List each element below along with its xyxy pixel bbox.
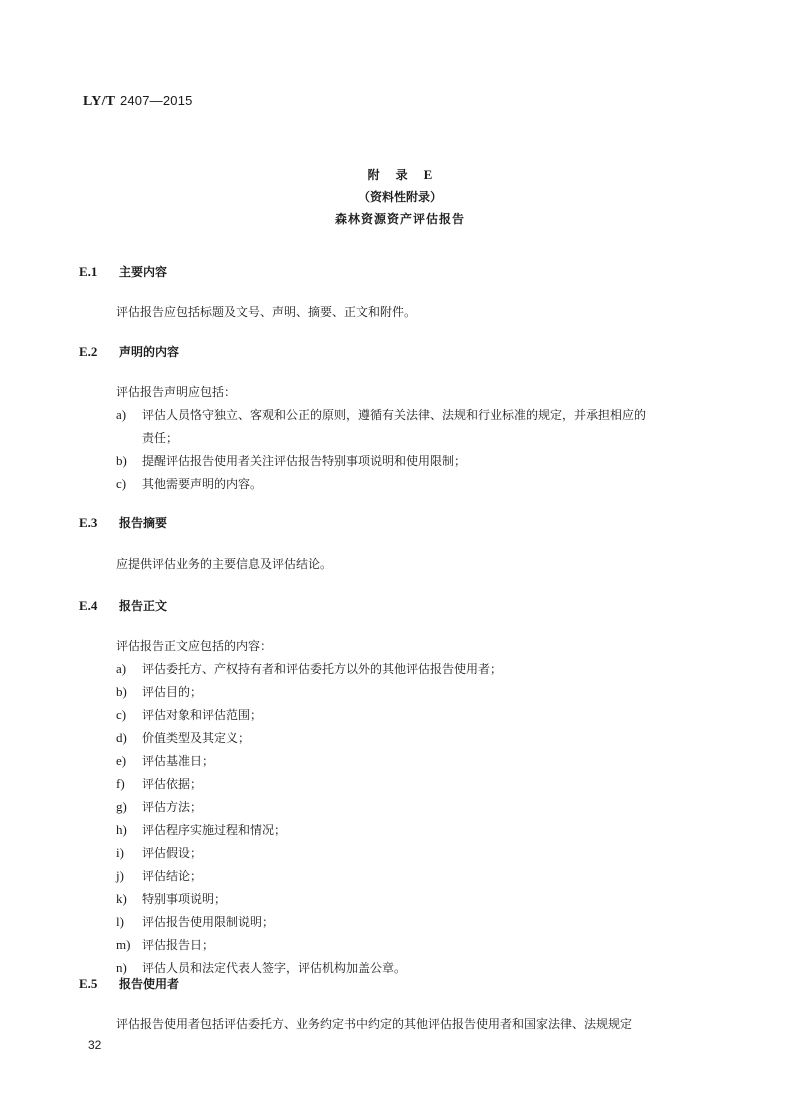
list-marker: d): [116, 730, 127, 745]
list-item: [116, 752, 214, 769]
list-item: [116, 729, 250, 746]
list-item: [116, 683, 202, 700]
section-number: E.5: [79, 976, 98, 991]
list-text: 评估方法；: [142, 800, 203, 814]
list-item: [116, 775, 202, 792]
list-text: 其他需要声明的内容。: [142, 477, 263, 491]
standard-number: 2407—2015: [119, 93, 193, 108]
appendix-label: [0, 166, 800, 183]
page-number: 32: [88, 1038, 102, 1052]
list-marker: f): [116, 776, 125, 791]
appendix-name: 森林资源资产评估报告: [334, 212, 465, 226]
list-item: [116, 475, 262, 492]
appendix-label-part: 附: [367, 168, 380, 182]
list-item-continuation: 责任；: [142, 431, 179, 445]
list-item: [116, 913, 274, 930]
list-item: [116, 452, 466, 469]
section-number: E.3: [79, 515, 98, 530]
list-marker: k): [116, 891, 127, 906]
section-e4-intro: 评估报告正文应包括的内容：: [116, 639, 273, 653]
section-heading-e4: [79, 597, 167, 614]
list-item: [116, 798, 202, 815]
list-marker: i): [116, 845, 124, 860]
section-title: 报告摘要: [119, 516, 168, 530]
list-item: [116, 844, 202, 861]
list-item: [116, 660, 502, 677]
section-number: E.2: [79, 344, 98, 359]
list-text: 提醒评估报告使用者关注评估报告特别事项说明和使用限制；: [142, 454, 467, 468]
list-text: 评估人员恪守独立、客观和公正的原则，遵循有关法律、法规和行业标准的规定，并承担相应的: [142, 408, 647, 422]
section-heading-e2: [79, 343, 179, 360]
list-text: 评估报告使用限制说明；: [142, 915, 275, 929]
list-item: [116, 936, 214, 953]
standard-prefix: LY/T: [83, 94, 116, 109]
list-item: [116, 821, 286, 838]
list-text: 评估程序实施过程和情况；: [142, 823, 287, 837]
appendix-type: （资料性附录）: [357, 190, 442, 204]
list-marker: b): [116, 453, 127, 468]
list-marker: g): [116, 799, 127, 814]
list-text: 评估结论；: [142, 869, 203, 883]
section-number: E.1: [79, 264, 98, 279]
list-text: 评估目的；: [142, 685, 203, 699]
section-number: E.4: [79, 598, 98, 613]
list-marker: m): [116, 937, 131, 952]
list-item: [116, 706, 262, 723]
list-marker: j): [116, 868, 124, 883]
section-e5-body: 评估报告使用者包括评估委托方、业务约定书中约定的其他评估报告使用者和国家法律、法规规定: [116, 1017, 633, 1031]
list-marker: c): [116, 476, 127, 491]
list-marker: h): [116, 822, 127, 837]
section-heading-e1: [79, 263, 167, 280]
list-item: [116, 867, 202, 884]
list-text: 特别事项说明；: [142, 892, 227, 906]
list-text: 评估委托方、产权持有者和评估委托方以外的其他评估报告使用者；: [142, 662, 503, 676]
list-item: [116, 959, 406, 976]
list-text: 评估报告日；: [142, 938, 215, 952]
list-item: [116, 890, 226, 907]
list-marker: e): [116, 753, 127, 768]
appendix-label-part: 录: [395, 168, 408, 182]
section-title: 报告正文: [119, 599, 168, 613]
list-marker: l): [116, 914, 124, 929]
appendix-letter: E: [423, 167, 433, 182]
section-title: 声明的内容: [119, 345, 180, 359]
section-e3-body: 应提供评估业务的主要信息及评估结论。: [116, 557, 333, 571]
list-marker: b): [116, 684, 127, 699]
list-text: 价值类型及其定义；: [142, 731, 251, 745]
list-item: [116, 406, 646, 423]
list-marker: a): [116, 407, 127, 422]
section-heading-e5: [79, 975, 179, 992]
list-marker: a): [116, 661, 127, 676]
list-text: 评估对象和评估范围；: [142, 708, 263, 722]
standard-code: [83, 93, 193, 110]
section-heading-e3: [79, 514, 167, 531]
list-text: 评估依据；: [142, 777, 203, 791]
section-title: 主要内容: [119, 265, 168, 279]
section-e1-body: 评估报告应包括标题及文号、声明、摘要、正文和附件。: [116, 305, 417, 319]
list-text: 评估基准日；: [142, 754, 215, 768]
list-marker: c): [116, 707, 127, 722]
section-title: 报告使用者: [119, 977, 180, 991]
list-marker: n): [116, 960, 127, 975]
section-e2-intro: 评估报告声明应包括：: [116, 385, 237, 399]
list-text: 评估人员和法定代表人签字，评估机构加盖公章。: [142, 961, 407, 975]
list-text: 评估假设；: [142, 846, 203, 860]
